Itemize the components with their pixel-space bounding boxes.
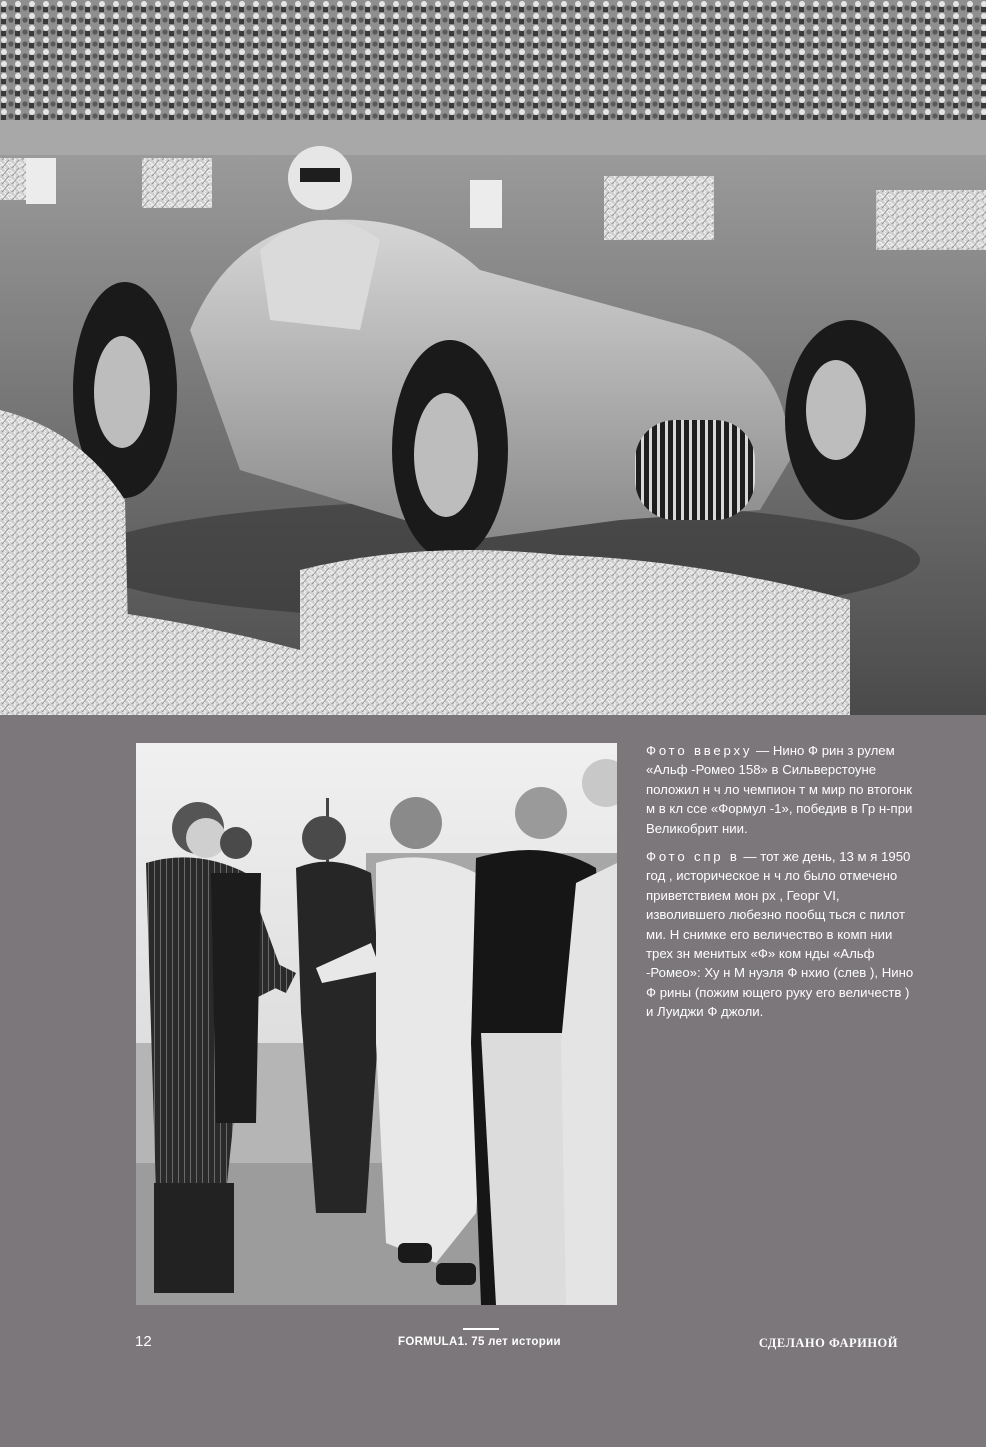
caption-right-photo [646,847,916,1022]
page-number: 12 [135,1333,152,1350]
footer-rule [463,1328,499,1330]
caption-top-text: — Нино Ф рин з рулем «Альф -Ромео 158» в Сильверстоуне положил н ч ло чемпион т м мир по втогонк м в кл ссе «Формул -1», победив в Гр н-при Великобрит нии. [646,743,913,836]
caption-top-photo [646,741,916,838]
running-title-series: 1. 75 лет истории [457,1336,561,1348]
caption-top-lead: Фото вверху [646,743,753,758]
inset-photo-king-with-drivers [136,743,617,1305]
running-title [398,1336,561,1348]
caption-right-lead: Фото спр в [646,849,740,865]
running-title-brand: FORMULA [398,1336,458,1348]
section-title: СДЕЛАНО ФАРИНОЙ [758,1336,898,1350]
top-photo-race-car [0,0,986,715]
caption-right-text: — тот же день, 13 м я 1950 год , историческое н ч ло было отмечено приветствием мон рх , Георг VI, изволившего любезно пообщ ться с пилот ми. Н снимке его величество в комп нии трех зн менитых «Ф» ком нды «Альф -Ромео»: Ху н М нуэля Ф нхио (слев ), Нино Ф рины (пожим ющего руку его величеств ) и Луиджи Ф джоли. [646,849,914,1020]
caption-column [646,741,916,1031]
